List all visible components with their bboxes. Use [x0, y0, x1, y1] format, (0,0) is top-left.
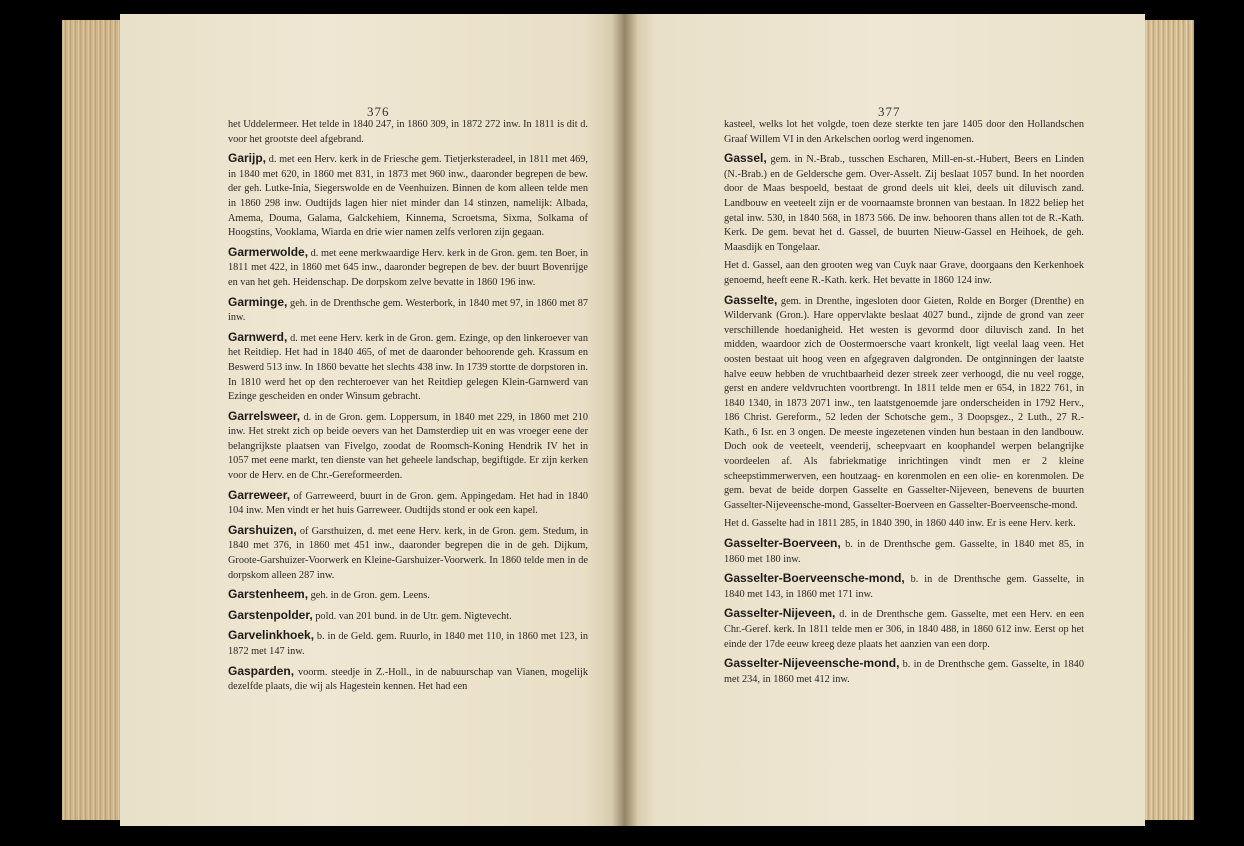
entry-text: b. in de Drenthsche gem. Gasselte, in 1840 met 85, in 1860 met 180 inw.	[724, 539, 1085, 565]
dictionary-entry	[228, 151, 588, 241]
entry-text: gem. in N.-Brab., tusschen Escharen, Mill-en-st.-Hubert, Beers en Linden (N.-Brab.) en de Geldersche gem. Over-Asselt. Zij beslaat 1057 bund. In het noorden door de Maas bespoeld, bestaat de grond deels uit klei, deels uit diluvisch zand. Landbouw en veeteelt zijn er de voornaamste bronnen van bestaan. In 1822 beliep het getal inw. 530, in 1840 568, in 1873 566. De inw. behooren thans allen tot de R.-Kath. Kerk. De gem. bevat het d. Gassel, de buurten Nieuw-Gassel en Heihoek, de geh. Maasdijk en Tongelaar.	[724, 154, 1084, 253]
dictionary-entry	[724, 571, 1084, 602]
entry-headword: Gasparden,	[228, 663, 295, 678]
entry-headword: Gasselter-Nijeveensche-mond,	[724, 656, 900, 671]
entry-text: of Garreweerd, buurt in de Gron. gem. Appingedam. Het had in 1840 104 inw. Men vindt er het huis Garreweer. Oudtijds stond er ook een kapel.	[228, 490, 588, 517]
right-page-number: 377	[878, 104, 901, 119]
entry-headword: Garijp,	[228, 151, 267, 166]
entry-text: d. in de Drenthsche gem. Gasselte, met een Herv. en een Chr.-Geref. kerk. In 1811 telde men er 306, in 1840 488, in 1860 612 inw. Eerst op het einde der 17de eeuw kreeg deze plaats het aanzien van een dorp.	[724, 609, 1084, 650]
entry-text: geh. in de Drenthsche gem. Westerbork, in 1840 met 97, in 1860 met 87 inw.	[228, 297, 588, 324]
left-entries	[228, 151, 588, 695]
book-page-edges-left	[62, 20, 126, 820]
entry-text: of Garsthuizen, d. met eene Herv. kerk, in de Gron. gem. Stedum, in 1840 met 376, in 1860 met 451 inw., daaronder begrepen die in de geh. Dijkum, Groote-Garshuizer-Voorwerk en Kleine-Garshuizer-Voorwerk. In 1860 telde men in de dorpskom alleen 287 inw.	[228, 525, 588, 581]
dictionary-entry	[724, 606, 1084, 652]
right-entries	[724, 151, 1084, 687]
entry-text: d. met eene Herv. kerk in de Gron. gem. Ezinge, op den linkeroever van het Reitdiep. Het had in 1840 465, of met de daaronder behoorende geh. Krassum en Beswerd 513 inw. In 1860 bevatte het slechts 438 inw. In 1739 stortte de dorpstoren in. In 1810 werd het op den rechteroever van het Reitdiep gelegen Klein-Garnwerd van Ezinge gescheiden en onder Winsum gebracht.	[228, 332, 588, 403]
entry-headword: Garvelinkhoek,	[228, 628, 315, 643]
entry-headword: Garnwerd,	[228, 329, 288, 344]
entry-headword: Garmerwolde,	[228, 244, 309, 259]
dictionary-entry	[724, 536, 1084, 567]
dictionary-entry	[228, 245, 588, 291]
left-intro-text: het Uddelermeer. Het telde in 1840 247, in 1860 309, in 1872 272 inw. In 1811 is dit d. voor het grootste deel afgebrand.	[228, 119, 588, 145]
entry-headword: Garreweer,	[228, 487, 291, 502]
dictionary-entry	[228, 608, 588, 625]
book-gutter	[612, 14, 638, 826]
dictionary-entry	[228, 488, 588, 519]
entry-headword: Gasselte,	[724, 292, 778, 307]
dictionary-entry	[228, 628, 588, 659]
entry-headword: Garrelsweer,	[228, 408, 301, 423]
dictionary-entry	[724, 656, 1084, 687]
entry-headword: Garminge,	[228, 294, 288, 309]
entry-headword: Gasselter-Boerveensche-mond,	[724, 571, 905, 586]
entry-text: d. met een Herv. kerk in de Friesche gem. Tietjerksteradeel, in 1811 met 469, in 1840 met 620, in 1860 met 831, in 1873 met 960 inw., daaronder begrepen de bew. der geh. Lutke-Inia, Siegerswolde en de Veenhuizen. Binnen de kom alleen telde men in 1860 298 inw. Oudtijds lagen hier niet minder dan 14 stinzen, namelijk: Albada, Amema, Douma, Galama, Galckehiem, Kinnema, Scroetsma, Sixma, Solkama of Hoogstins, Vooklama, Wiarda en drie wier namen zelfs verloren zijn gegaan.	[228, 154, 589, 239]
dictionary-entry	[228, 409, 588, 484]
entry-headword: Garstenheem,	[228, 587, 309, 602]
entry-text: pold. van 201 bund. in de Utr. gem. Nigtevecht.	[315, 610, 512, 622]
entry-headword: Garshuizen,	[228, 522, 297, 537]
entry-text: d. in de Gron. gem. Loppersum, in 1840 met 229, in 1860 met 210 inw. Het strekt zich op beide oevers van het Damsterdiep uit en was vroeger eene der belangrijkste plaatsen van Fivelgo, zoodat de Roomsch-Koning Hendrik IV het in 1057 met eene markt, ten dienste van het geheele landschap, begiftigde. Er zijn kerken voor de Herv. en de Chr.-Gereformeerden.	[228, 411, 588, 482]
left-column	[228, 118, 588, 699]
entry-headword: Garstenpolder,	[228, 607, 313, 622]
dictionary-entry	[228, 330, 588, 405]
entry-text: d. met eene merkwaardige Herv. kerk in de Gron. gem. ten Boer, in 1811 met 422, in 1860 met 645 inw., daaronder begrepen de bev. der buurt Bovenrijge en van het geh. Heidenschap. De dorpskom zelve bevatte in 1860 196 inw.	[228, 247, 589, 288]
book-page-edges-right	[1140, 20, 1194, 820]
dictionary-entry	[724, 517, 1084, 532]
entry-headword: Gasselter-Nijeveen,	[724, 606, 836, 621]
right-column	[724, 118, 1084, 691]
entry-headword: Gasselter-Boerveen,	[724, 536, 841, 551]
entry-text: gem. in Drenthe, ingesloten door Gieten, Rolde en Borger (Drenthe) en Wildervank (Gron.). Hare oppervlakte beslaat 4027 bund., zijnde de grond van zeer verschillende hoedanigheid. Het westen is gevormd door diluvisch zand. In het midden, waardoor zich de Oostermoersche vaart kronkelt, ligt veelal laag veen. Het oosten bestaat uit hoog veen en afgegraven dalgronden. De ontginningen der laatste halve eeuw hebben de vruchtbaarheid dezer streek zeer verhoogd, die nu veel rogge, gerst en andere veldvruchten voortbrengt. In 1811 telde men er 654, in 1822 761, in 1840 1340, in 1873 2071 inw., ten laatstgenoemde jare onderscheiden in 1792 Herv., 186 Christ. Gereform., 52 leden der Schotsche gem., 3 Doopsgez., 2 Luth., 27 R.-Kath., 6 Isr. en 3 ongen. De meeste ingezetenen vinden hun bestaan in den landbouw. Doch ook de veeteelt, veenderij, scheepvaart en koophandel werpen belangrijke voordeelen af. Als fabriekmatige inrichtingen vindt men er 2 kleine scheepstimmerwerven, een houtzaag- en korenmolen en een olie- en korenmolen. De gem. bevat de beide dorpen Gasselte en Gasselter-Nijeveen, benevens de buurten Gasselter-Nijeveensche-mond, Gasselter-Boerveen en Gasselter-Boerveensche-mond.	[724, 295, 1084, 511]
left-page-number: 376	[367, 104, 390, 119]
entry-headword: Gassel,	[724, 151, 767, 166]
entry-text: Het d. Gasselte had in 1811 285, in 1840 390, in 1860 440 inw. Er is eene Herv. kerk.	[724, 518, 1076, 530]
entry-text: Het d. Gassel, aan den grooten weg van Cuyk naar Grave, doorgaans den Kerkenhoek genoemd, heeft eene R.-Kath. kerk. Het bevatte in 1860 124 inw.	[724, 260, 1084, 286]
entry-text: b. in de Drenthsche gem. Gasselte, in 1840 met 143, in 1860 met 171 inw.	[724, 574, 1084, 600]
dictionary-entry	[228, 523, 588, 583]
dictionary-entry	[724, 293, 1084, 514]
dictionary-entry	[724, 151, 1084, 255]
right-intro-text: kasteel, welks lot het volgde, toen deze sterkte ten jare 1405 door den Hollandschen Graaf Willem VI in den Arkelschen oorlog werd ingenomen.	[724, 119, 1084, 145]
dictionary-entry	[724, 259, 1084, 288]
entry-text: b. in de Geld. gem. Ruurlo, in 1840 met 110, in 1860 met 123, in 1872 met 147 inw.	[228, 631, 589, 657]
entry-text: voorm. steedje in Z.-Holl., in de nabuurschap van Vianen, mogelijk dezelfde plaats, die wij als Hagestein kennen. Het had een	[228, 666, 589, 693]
dictionary-entry	[228, 664, 588, 695]
dictionary-entry	[228, 295, 588, 326]
entry-text: geh. in de Gron. gem. Leens.	[310, 590, 430, 602]
dictionary-entry	[228, 587, 588, 604]
entry-text: b. in de Drenthsche gem. Gasselte, in 1840 met 234, in 1860 met 412 inw.	[724, 659, 1084, 685]
